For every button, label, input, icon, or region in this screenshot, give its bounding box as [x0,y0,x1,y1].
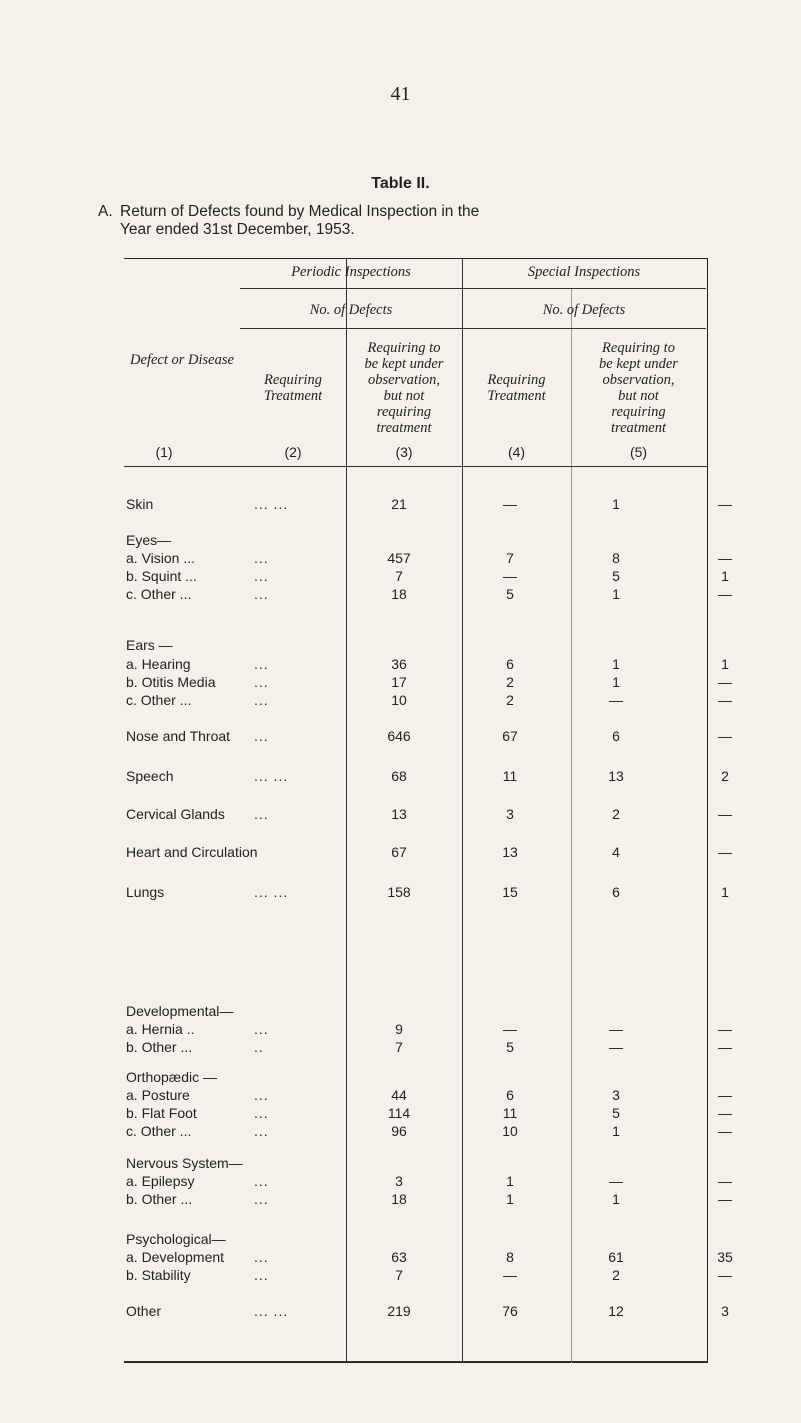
table-row: b. Otitis Media ... 17 2 1 — [126,674,732,690]
row-label: Other [126,1303,162,1319]
row-label: a. Vision ... [126,550,196,566]
group-ears: Ears — [126,637,173,653]
row-label: b. Other ... [126,1039,193,1055]
caption-line-2: Year ended 31st December, 1953. [120,221,355,238]
header-periodic-inspections: Periodic Inspections [291,264,411,280]
row-label: Skin [126,496,154,512]
table-row: Nose and Throat ... 646 67 6 — [126,728,732,744]
row-label: a. Hearing [126,656,191,672]
table-row: b. Stability ... 7 — 2 — [126,1267,732,1283]
table-row: Cervical Glands ... 13 3 2 — [126,806,732,822]
column-number-3: (3) [395,444,413,460]
table-row: Other ... ... 219 76 12 3 [126,1303,729,1319]
group-nervous-system: Nervous System— [126,1155,243,1171]
row-label: c. Other ... [126,586,192,602]
row-label: Cervical Glands [126,806,225,822]
row-label: a. Development [126,1249,225,1265]
bottom-rule [124,1361,708,1362]
table-row: Speech ... ... 68 11 13 2 [126,768,729,784]
page-number: 41 [390,83,411,105]
row-label: Heart and Circulation [126,844,258,860]
table-caption [98,203,718,239]
table-row: b. Squint ... ... 7 — 5 1 [126,568,729,584]
column-number-5: (5) [629,444,648,460]
header-special-inspections: Special Inspections [527,264,641,280]
row-label: b. Other ... [126,1191,193,1207]
header-special-no-of-defects: No. of Defects [542,302,626,318]
group-developmental: Developmental— [126,1003,234,1019]
table-row: b. Flat Foot ... 114 11 5 — [126,1105,732,1121]
row-label: a. Hernia .. [126,1021,195,1037]
table-row: Lungs ... ... 158 15 6 1 [126,884,729,900]
group-psychological: Psychological— [126,1231,226,1247]
row-label: c. Other ... [126,1123,192,1139]
column-number-1: (1) [155,444,173,460]
table-row: a. Hernia .. ... 9 — — — [126,1021,732,1037]
row-label: a. Epilepsy [126,1173,195,1189]
table-row: b. Other ... ... 18 1 1 — [126,1191,732,1207]
table-row: b. Other ... .. 7 5 — — [126,1039,732,1055]
row-label: b. Stability [126,1267,191,1283]
header-rule-1 [240,288,706,289]
row-label: Speech [126,768,174,784]
table-row: c. Other ... ... 96 10 1 — [126,1123,732,1139]
column-number-4: (4) [507,444,526,460]
caption-letter: A. [98,203,113,220]
column-number-2: (2) [284,444,302,460]
header-periodic-requiring-observation: Requiring to be kept under observation, but not requiring treatment [364,340,444,436]
caption-line-1: Return of Defects found by Medical Inspection in the [120,203,480,220]
table-row: Heart and Circulation 67 13 4 — [126,844,732,860]
table-row: c. Other ... ... 10 2 — — [126,692,732,708]
header-rule-2 [240,328,706,329]
row-label: c. Other ... [126,692,192,708]
row-label: Lungs [126,884,165,900]
header-periodic-no-of-defects: No. of Defects [309,302,393,318]
table-row: a. Vision ... ... 457 7 8 — [126,550,732,566]
table-row: a. Hearing ... 36 6 1 1 [126,656,729,672]
row-label: b. Otitis Media [126,674,216,690]
table-row: a. Development ... 63 8 61 35 [126,1249,733,1265]
header-periodic-requiring-treatment: Requiring Treatment [263,372,323,404]
header-rule-3 [124,466,708,467]
row-label: b. Flat Foot [126,1105,197,1121]
table-row: a. Posture ... 44 6 3 — [126,1087,732,1103]
table-row: Skin ... ... 21 — 1 — [126,496,732,512]
header-special-requiring-treatment: Requiring Treatment [487,372,546,404]
table-row: c. Other ... ... 18 5 1 — [126,586,732,602]
header-defect-or-disease: Defect or Disease [130,352,234,368]
header-special-requiring-observation: Requiring to be kept under observation, but not requiring treatment [599,340,678,436]
row-label: Nose and Throat [126,728,231,744]
table-title: Table II. [371,175,430,192]
row-label: b. Squint ... [126,568,197,584]
row-label: a. Posture [126,1087,190,1103]
table-row: a. Epilepsy ... 3 1 — — [126,1173,732,1189]
group-eyes: Eyes— [126,532,172,548]
group-orthopaedic: Orthopædic — [126,1069,218,1085]
